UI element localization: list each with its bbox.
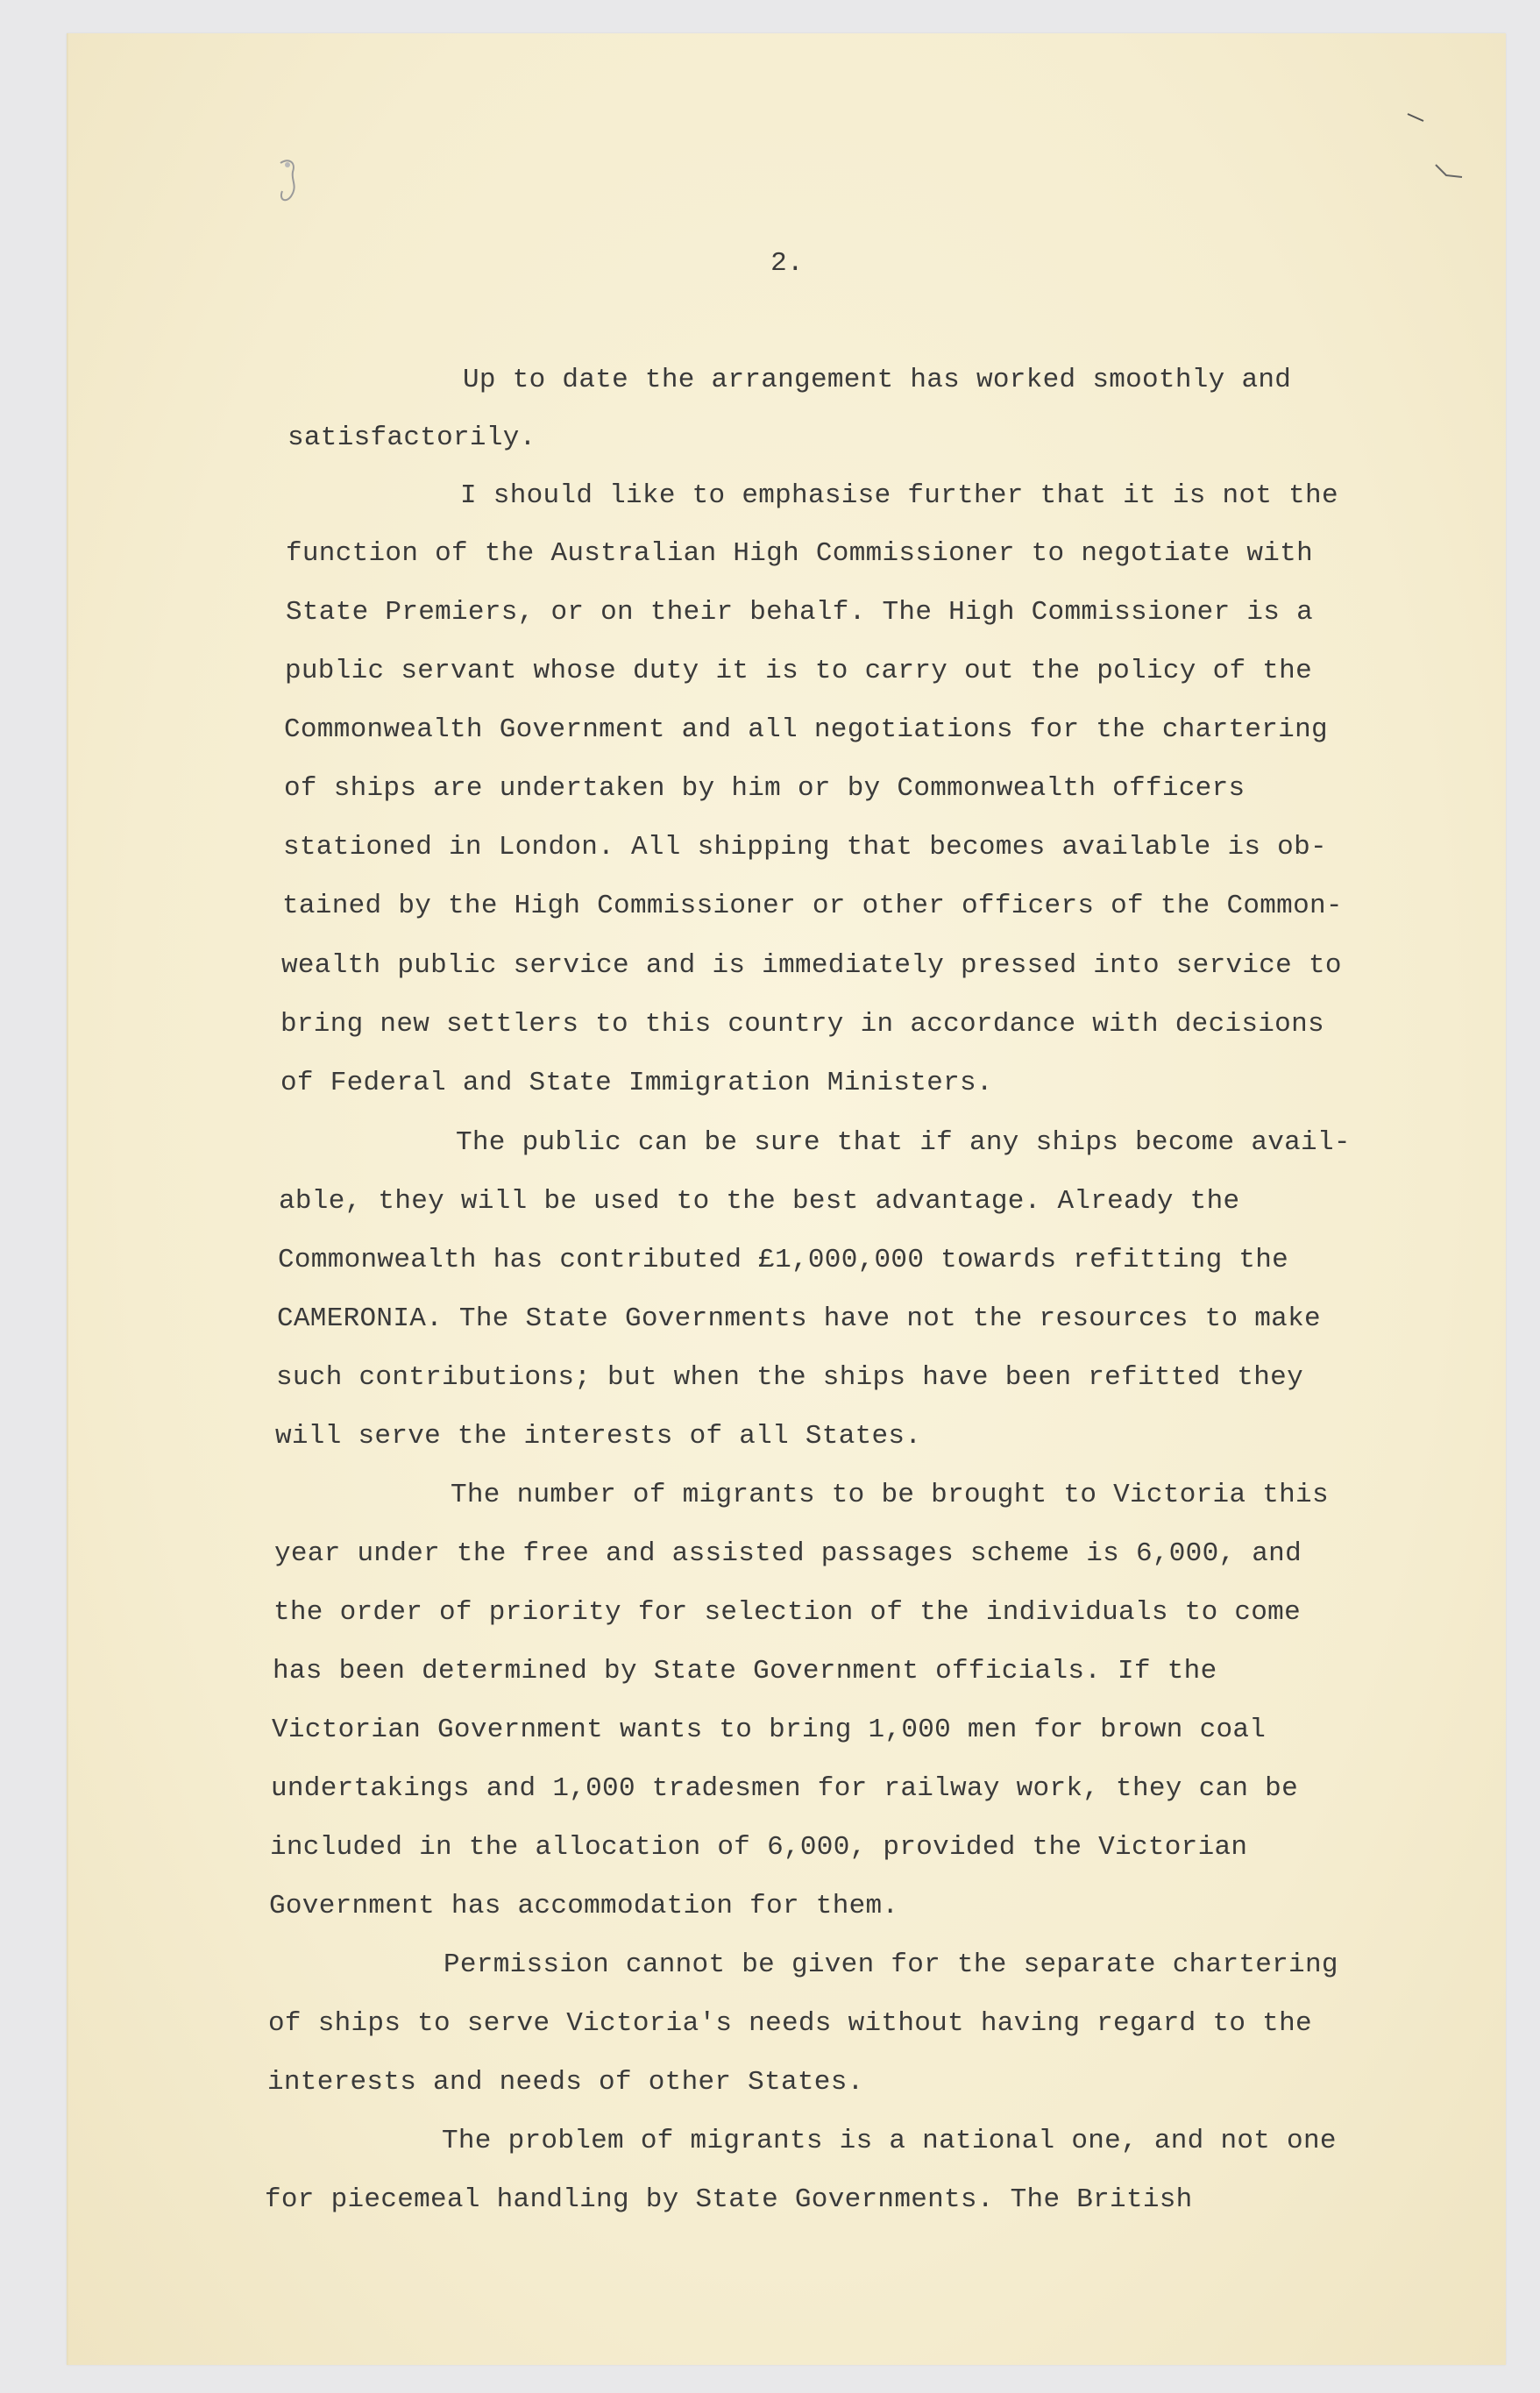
page-number: 2. [770,248,804,279]
document-line: of ships to serve Victoria's needs without having regard to the [268,2008,1312,2039]
document-line: Commonwealth has contributed £1,000,000 towards refitting the [278,1245,1289,1275]
typed-document-sheet [67,33,1506,2365]
paper-blemish-icon [272,156,307,209]
document-line: The public can be sure that if any ships become avail- [456,1127,1351,1158]
document-line: The problem of migrants is a national one, and not one [442,2126,1337,2156]
document-line: Commonwealth Government and all negotiations for the chartering [284,714,1328,745]
document-line: Victorian Government wants to bring 1,000 men for brown coal [272,1715,1267,1745]
document-line: interests and needs of other States. [267,2067,864,2098]
document-line: such contributions; but when the ships have been refitted they [276,1362,1303,1393]
document-line: of ships are undertaken by him or by Commonwealth officers [284,773,1245,804]
document-line: Permission cannot be given for the separate chartering [444,1949,1338,1980]
document-line: Up to date the arrangement has worked smoothly and [463,365,1292,395]
document-line: able, they will be used to the best advantage. Already the [279,1186,1240,1217]
document-line: year under the free and assisted passages scheme is 6,000, and [274,1538,1302,1569]
document-line: CAMERONIA. The State Governments have not the resources to make [277,1303,1321,1334]
document-line: will serve the interests of all States. [275,1421,922,1452]
document-line: public servant whose duty it is to carry out the policy of the [285,656,1312,686]
document-line: The number of migrants to be brought to Victoria this [451,1480,1329,1510]
document-line: tained by the High Commissioner or other officers of the Common- [282,891,1343,921]
document-line: for piecemeal handling by State Governments. The British [265,2184,1193,2215]
document-line: has been determined by State Government officials. If the [273,1656,1217,1686]
document-line: bring new settlers to this country in accordance with decisions [280,1009,1324,1040]
document-line: satisfactorily. [287,423,536,453]
document-line: the order of priority for selection of the individuals to come [273,1597,1301,1628]
document-line: State Premiers, or on their behalf. The High Commissioner is a [286,597,1313,628]
document-line: Government has accommodation for them. [269,1891,899,1921]
document-line: I should like to emphasise further that it is not the [460,480,1338,511]
document-line: wealth public service and is immediately pressed into service to [281,950,1342,981]
document-line: of Federal and State Immigration Ministers. [280,1068,993,1098]
document-line: undertakings and 1,000 tradesmen for railway work, they can be [271,1773,1298,1804]
document-line: stationed in London. All shipping that becomes available is ob- [283,832,1327,863]
document-line: included in the allocation of 6,000, provided the Victorian [270,1832,1248,1863]
pencil-mark-icon [1401,103,1471,191]
document-line: function of the Australian High Commissioner to negotiate with [286,538,1313,569]
